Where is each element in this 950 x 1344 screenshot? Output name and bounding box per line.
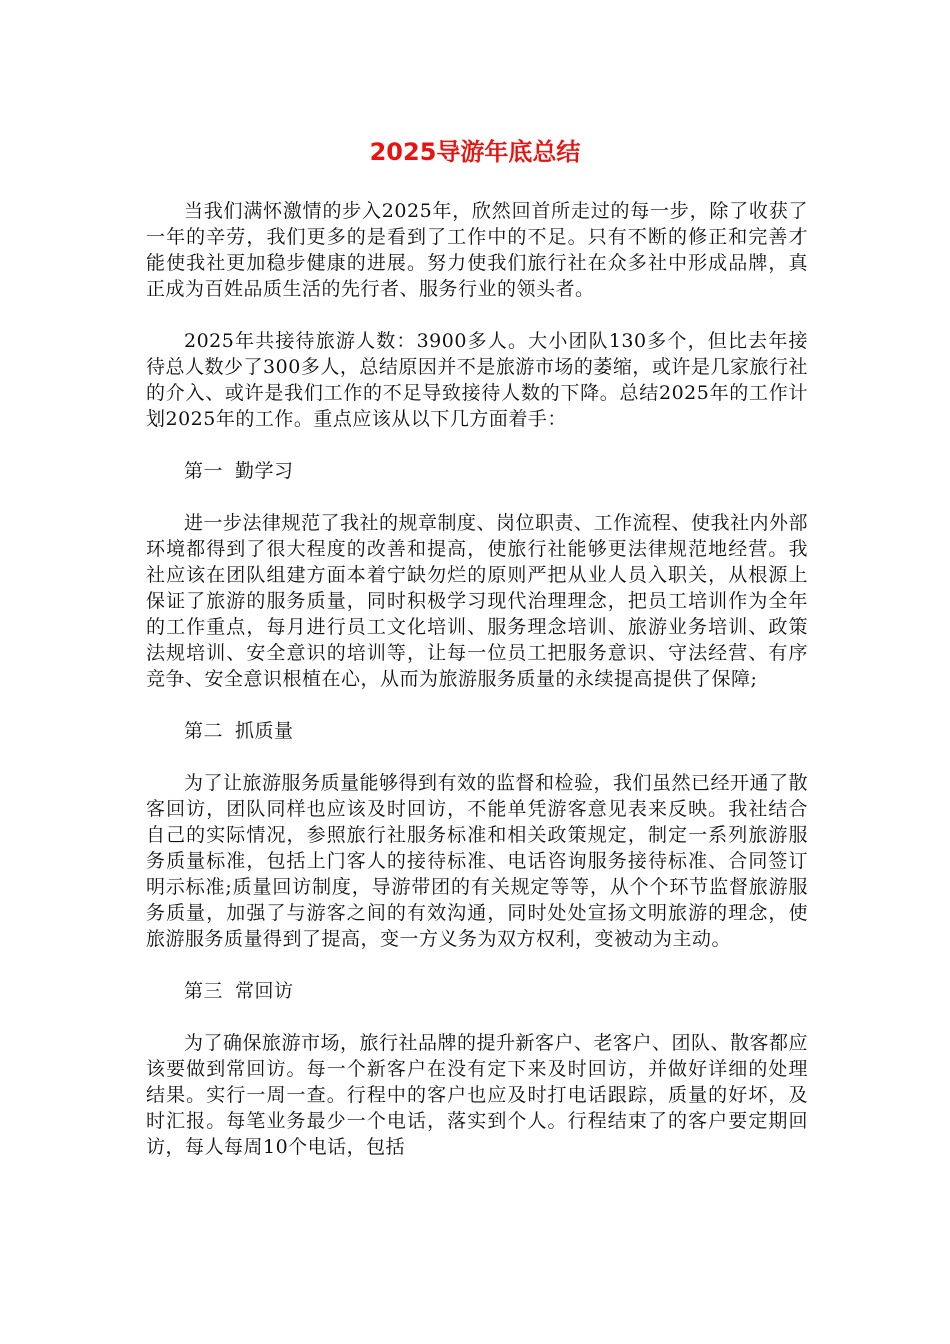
intro-paragraph: 当我们满怀激情的步入2025年，欣然回首所走过的每一步，除了收获了一年的辛劳，我们更多的是看到了工作中的不足。只有不断的修正和完善才能使我社更加稳步健康的进展。努力使我们旅行社在众多社中形成品牌，真正成为百姓品质生活的先行者、服务行业的领头者。	[146, 200, 808, 300]
section-number-3: 第三	[184, 980, 224, 1002]
section-number-1: 第一	[184, 460, 224, 482]
section-heading-2	[146, 718, 808, 744]
section-title-2: 抓质量	[235, 720, 294, 742]
section-heading-3	[146, 978, 808, 1004]
summary-paragraph: 2025年共接待旅游人数：3900多人。大小团队130多个，但比去年接待总人数少了300多人，总结原因并不是旅游市场的萎缩，或许是几家旅行社的介入、或许是我们工作的不足导致接待人数的下降。总结2025年的工作计划2025年的工作。重点应该从以下几方面着手：	[146, 330, 808, 430]
section-title-1: 勤学习	[235, 460, 294, 482]
section-number-2: 第二	[184, 720, 224, 742]
section-title-3: 常回访	[235, 980, 294, 1002]
section-heading-1	[146, 458, 808, 484]
document-body	[146, 198, 808, 1186]
document-title: 2025导游年底总结	[369, 138, 581, 166]
section-text-3: 为了确保旅游市场，旅行社品牌的提升新客户、老客户、团队、散客都应该要做到常回访。每一个新客户在没有定下来及时回访，并做好详细的处理结果。实行一周一查。行程中的客户也应及时打电话跟踪，质量的好坏，及时汇报。每笔业务最少一个电话，落实到个人。行程结束了的客户要定期回访，每人每周10个电话，包括	[146, 1032, 809, 1158]
section-text-1: 进一步法律规范了我社的规章制度、岗位职责、工作流程、使我社内外部环境都得到了很大程度的改善和提高，使旅行社能够更法律规范地经营。我社应该在团队组建方面本着宁缺勿烂的原则严把从业人员入职关，从根源上保证了旅游的服务质量，同时积极学习现代治理理念，把员工培训作为全年的工作重点，每月进行员工文化培训、服务理念培训、旅游业务培训、政策法规培训、安全意识的培训等，让每一位员工把服务意识、守法经营、有序竞争、安全意识根植在心，从而为旅游服务质量的永续提高提供了保障;	[146, 512, 809, 690]
section-text-2: 为了让旅游服务质量能够得到有效的监督和检验，我们虽然已经开通了散客回访，团队同样也应该及时回访，不能单凭游客意见表来反映。我社结合自己的实际情况，参照旅行社服务标准和相关政策规定，制定一系列旅游服务质量标准，包括上门客人的接待标准、电话咨询服务接待标准、合同签订明示标准;质量回访制度，导游带团的有关规定等等，从个个环节监督旅游服务质量，加强了与游客之间的有效沟通，同时处处宣扬文明旅游的理念，使旅游服务质量得到了提高，变一方义务为双方权利，变被动为主动。	[146, 772, 809, 950]
